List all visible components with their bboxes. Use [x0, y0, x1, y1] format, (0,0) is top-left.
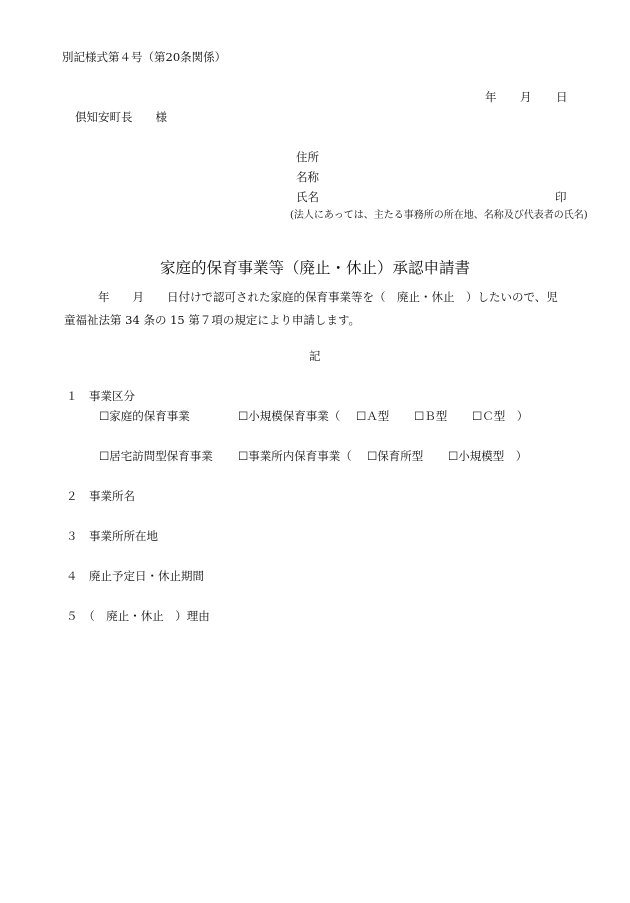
item-3-facility-address: ３ 事業所所在地 [66, 529, 158, 543]
addressee: 倶知安町長 様 [75, 110, 167, 124]
item-5-reason: ５ （ 廃止・休止 ）理由 [66, 609, 210, 623]
seal-mark: 印 [555, 190, 567, 204]
checkbox-katei-hoiku[interactable]: ☐家庭的保育事業 [99, 409, 190, 423]
person-name-label: 氏名 [296, 190, 319, 204]
checkbox-shokibo-hoiku[interactable]: ☐小規模保育事業（ [238, 409, 341, 423]
item-1-business-type: １ 事業区分 [66, 389, 135, 403]
body-line-2: 童福祉法第 34 条の 15 第７項の規定により申請します。 [64, 313, 360, 327]
checkbox-hoikusho-type[interactable]: ☐保育所型 [367, 449, 424, 463]
address-label: 住所 [296, 150, 319, 164]
body-line-1: 年 月 日付けで認可された家庭的保育事業等を（ 廃止・休止 ）したいので、児 [98, 290, 558, 304]
form-reference: 別記様式第４号（第20条関係） [62, 50, 227, 64]
checkbox-jigyoshonai-hoiku[interactable]: ☐事業所内保育事業（ [238, 449, 352, 463]
company-name-label: 名称 [296, 170, 319, 184]
date-day-label: 日 [556, 90, 568, 104]
checkbox-kyotaku-homon[interactable]: ☐居宅訪問型保育事業 [99, 449, 213, 463]
item-4-period: ４ 廃止予定日・休止期間 [66, 569, 204, 583]
corporate-note: (法人にあっては、主たる事務所の所在地、名称及び代表者の氏名) [290, 210, 588, 221]
checkbox-type-a[interactable]: ☐Ａ型 [356, 409, 390, 423]
date-year-label: 年 [485, 90, 497, 104]
item-2-facility-name: ２ 事業所名 [66, 489, 135, 503]
checkbox-type-b[interactable]: ☐Ｂ型 [414, 409, 448, 423]
document-title: 家庭的保育事業等（廃止・休止）承認申請書 [160, 259, 471, 277]
date-month-label: 月 [520, 90, 532, 104]
body-paragraph [64, 286, 569, 332]
ki-heading: 記 [309, 349, 321, 363]
checkbox-type-c[interactable]: ☐Ｃ型 ） [472, 409, 529, 423]
checkbox-shokibo-type[interactable]: ☐小規模型 ） [448, 449, 528, 463]
